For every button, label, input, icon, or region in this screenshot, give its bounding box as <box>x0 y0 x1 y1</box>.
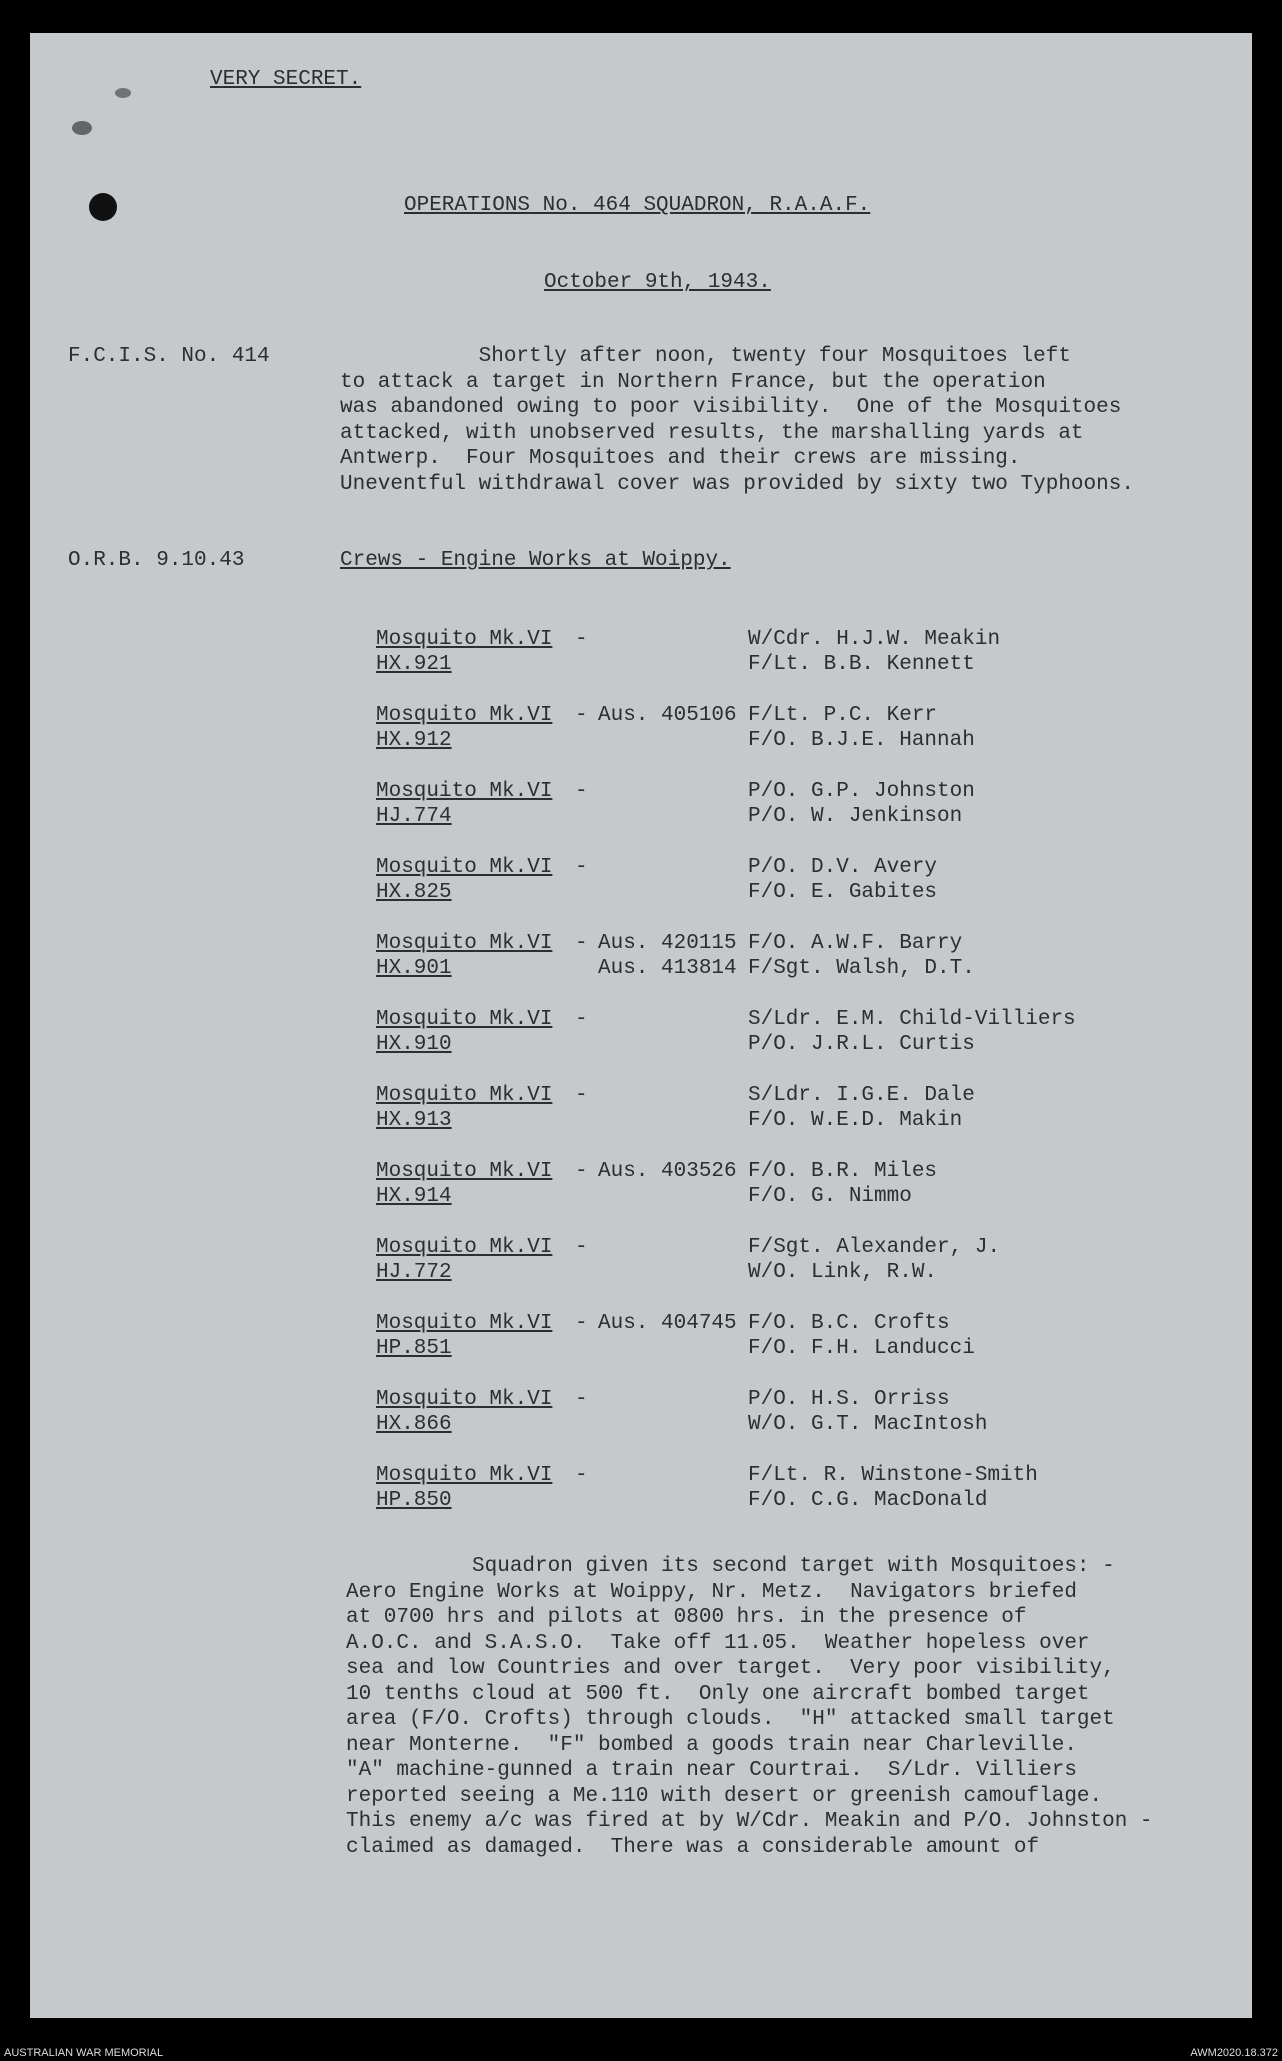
classification-stamp: VERY SECRET. <box>210 68 362 91</box>
crew-member: F/Sgt. Alexander, J. <box>748 1236 1001 1259</box>
crew-member: F/O. F.H. Landucci <box>748 1337 975 1360</box>
aircraft-type: Mosquito Mk.VI <box>376 932 553 955</box>
aircraft-serial: HP.850 <box>376 1489 452 1512</box>
text-line: Aero Engine Works at Woippy, Nr. Metz. Navigators briefed <box>346 1580 1077 1604</box>
crew-member: F/O. B.R. Miles <box>748 1160 938 1183</box>
crew-member: S/Ldr. E.M. Child-Villiers <box>748 1008 1076 1031</box>
aircraft-type: Mosquito Mk.VI <box>376 1160 553 1183</box>
document-page <box>30 33 1252 2018</box>
fcis-summary <box>340 344 1134 497</box>
separator-dash: - <box>575 1084 588 1107</box>
crew-member: P/O. J.R.L. Curtis <box>748 1033 975 1056</box>
aircraft-type: Mosquito Mk.VI <box>376 1464 553 1487</box>
crew-member: F/O. A.W.F. Barry <box>748 932 963 955</box>
separator-dash: - <box>575 704 588 727</box>
aircraft-serial: HX.912 <box>376 729 452 752</box>
crew-member: F/Sgt. Walsh, D.T. <box>748 957 975 980</box>
separator-dash: - <box>575 932 588 955</box>
separator-dash: - <box>575 1008 588 1031</box>
service-number: Aus. 413814 <box>598 957 737 980</box>
ink-smudge <box>72 121 92 135</box>
crew-member: F/O. W.E.D. Makin <box>748 1109 963 1132</box>
crew-member: P/O. D.V. Avery <box>748 856 938 879</box>
crew-member: F/Lt. B.B. Kennett <box>748 653 975 676</box>
text-line: area (F/O. Crofts) through clouds. "H" attacked small target <box>346 1708 1115 1731</box>
separator-dash: - <box>575 1464 588 1487</box>
aircraft-type: Mosquito Mk.VI <box>376 780 553 803</box>
text-line: at 0700 hrs and pilots at 0800 hrs. in the presence of <box>346 1606 1027 1629</box>
service-number: Aus. 405106 <box>598 704 737 727</box>
aircraft-serial: HJ.772 <box>376 1261 452 1284</box>
aircraft-serial: HX.910 <box>376 1033 452 1056</box>
text-line: near Monterne. "F" bombed a goods train near Charleville. <box>346 1733 1077 1757</box>
crew-member: P/O. W. Jenkinson <box>748 805 963 828</box>
crew-member: S/Ldr. I.G.E. Dale <box>748 1084 975 1107</box>
aircraft-type: Mosquito Mk.VI <box>376 1084 553 1107</box>
crew-member: F/O. C.G. MacDonald <box>748 1489 988 1512</box>
page-title: OPERATIONS No. 464 SQUADRON, R.A.A.F. <box>404 194 871 217</box>
text-line: attacked, with unobserved results, the marshalling yards at <box>340 421 1084 445</box>
fcis-reference: F.C.I.S. No. 414 <box>68 345 270 368</box>
crew-member: P/O. G.P. Johnston <box>748 780 975 803</box>
text-line: was abandoned owing to poor visibility. One of the Mosquitoes <box>340 396 1122 419</box>
crews-heading: Crews - Engine Works at Woippy. <box>340 549 731 572</box>
text-line: 10 tenths cloud at 500 ft. Only one aircraft bombed target <box>346 1682 1090 1706</box>
service-number: Aus. 404745 <box>598 1312 737 1335</box>
crew-member: F/O. G. Nimmo <box>748 1185 912 1208</box>
aircraft-type: Mosquito Mk.VI <box>376 1008 553 1031</box>
aircraft-serial: HX.901 <box>376 957 452 980</box>
crew-member: W/O. Link, R.W. <box>748 1261 938 1284</box>
report-date: October 9th, 1943. <box>544 271 771 294</box>
aircraft-serial: HX.825 <box>376 881 452 904</box>
text-line: Shortly after noon, twenty four Mosquitoes left <box>340 345 1071 368</box>
text-line: sea and low Countries and over target. Very poor visibility, <box>346 1657 1115 1680</box>
service-number: Aus. 420115 <box>598 932 737 955</box>
aircraft-serial: HX.921 <box>376 653 452 676</box>
crew-member: W/Cdr. H.J.W. Meakin <box>748 628 1001 651</box>
separator-dash: - <box>575 856 588 879</box>
separator-dash: - <box>575 628 588 651</box>
aircraft-type: Mosquito Mk.VI <box>376 628 553 651</box>
separator-dash: - <box>575 1312 588 1335</box>
text-line: "A" machine-gunned a train near Courtrai. S/Ldr. Villiers <box>346 1759 1077 1782</box>
aircraft-type: Mosquito Mk.VI <box>376 1312 553 1335</box>
crew-member: F/O. E. Gabites <box>748 881 938 904</box>
crew-member: F/O. B.J.E. Hannah <box>748 729 975 752</box>
text-line: Uneventful withdrawal cover was provided by sixty two Typhoons. <box>340 472 1134 496</box>
aircraft-type: Mosquito Mk.VI <box>376 1388 553 1411</box>
orb-reference: O.R.B. 9.10.43 <box>68 549 245 572</box>
separator-dash: - <box>575 1236 588 1259</box>
separator-dash: - <box>575 1388 588 1411</box>
crew-member: F/Lt. P.C. Kerr <box>748 704 938 727</box>
aircraft-type: Mosquito Mk.VI <box>376 1236 553 1259</box>
aircraft-serial: HX.914 <box>376 1185 452 1208</box>
operation-narrative <box>346 1554 1153 1860</box>
separator-dash: - <box>575 1160 588 1183</box>
aircraft-serial: HX.866 <box>376 1413 452 1436</box>
footer-accession-number: AWM2020.18.372 <box>1190 2047 1278 2059</box>
text-line: This enemy a/c was fired at by W/Cdr. Meakin and P/O. Johnston - <box>346 1810 1153 1833</box>
punch-hole <box>89 193 117 221</box>
text-line: to attack a target in Northern France, but the operation <box>340 370 1046 394</box>
text-line: A.O.C. and S.A.S.O. Take off 11.05. Weather hopeless over <box>346 1631 1090 1655</box>
aircraft-type: Mosquito Mk.VI <box>376 856 553 879</box>
ink-smudge <box>115 88 131 98</box>
text-line: Antwerp. Four Mosquitoes and their crews are missing. <box>340 447 1021 470</box>
footer-credit: AUSTRALIAN WAR MEMORIAL <box>4 2047 164 2059</box>
text-line: Squadron given its second target with Mosquitoes: - <box>346 1555 1115 1578</box>
separator-dash: - <box>575 780 588 803</box>
aircraft-type: Mosquito Mk.VI <box>376 704 553 727</box>
crew-member: P/O. H.S. Orriss <box>748 1388 950 1411</box>
crew-member: F/O. B.C. Crofts <box>748 1312 950 1335</box>
crew-member: W/O. G.T. MacIntosh <box>748 1413 988 1436</box>
crew-member: F/Lt. R. Winstone-Smith <box>748 1464 1038 1487</box>
text-line: claimed as damaged. There was a considerable amount of <box>346 1835 1040 1859</box>
aircraft-serial: HX.913 <box>376 1109 452 1132</box>
aircraft-serial: HP.851 <box>376 1337 452 1360</box>
text-line: reported seeing a Me.110 with desert or greenish camouflage. <box>346 1784 1103 1808</box>
aircraft-serial: HJ.774 <box>376 805 452 828</box>
service-number: Aus. 403526 <box>598 1160 737 1183</box>
